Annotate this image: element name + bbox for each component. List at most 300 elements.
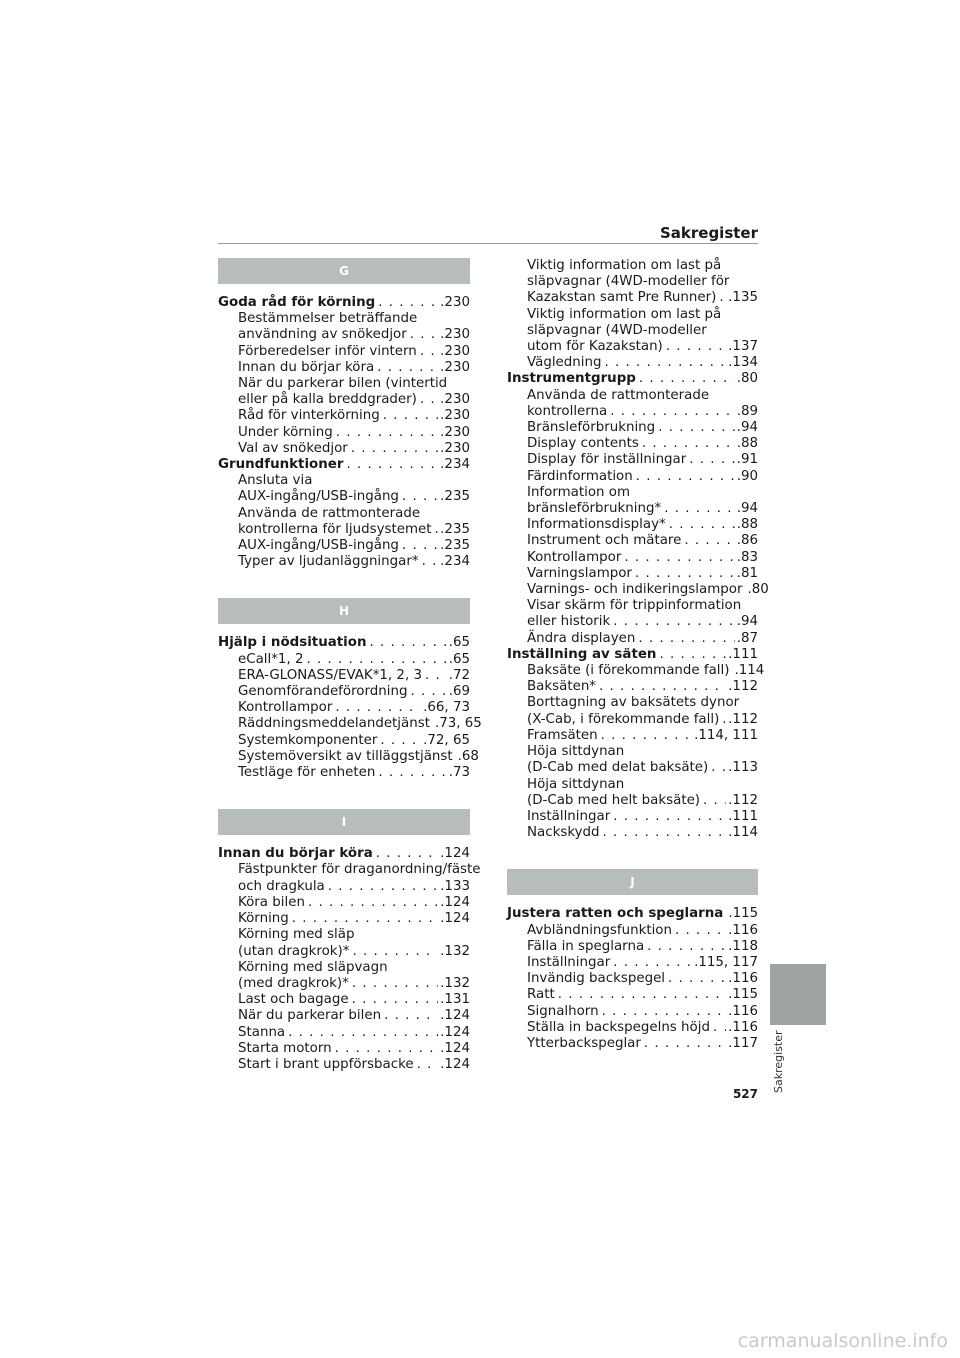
dot-leader <box>644 939 726 955</box>
index-sub-entry <box>507 1036 758 1052</box>
entry-text: När du parkerar bilen <box>238 1008 382 1024</box>
dot-leader <box>377 733 421 749</box>
page-reference: .87 <box>736 630 758 646</box>
entry-text: släpvagnar (4WD-modeller <box>527 322 707 338</box>
page-reference: .124 <box>440 1040 470 1056</box>
dot-leader <box>332 1041 439 1057</box>
entry-text: (D-Cab med helt baksäte) <box>527 792 701 808</box>
index-sub-entry <box>218 408 470 424</box>
entry-text: Systemkomponenter <box>238 732 378 748</box>
page-reference: .230 <box>440 440 470 456</box>
index-sub-entry <box>218 473 470 489</box>
index-sub-entry <box>507 550 758 566</box>
page-reference: .131 <box>440 992 470 1008</box>
dot-leader <box>399 538 438 554</box>
entry-text: Baksäten* <box>527 679 596 695</box>
entry-text: Bränsleförbrukning <box>527 420 656 436</box>
index-sub-entry <box>507 955 758 971</box>
entry-text: Ratt <box>527 987 555 1003</box>
dot-leader <box>381 1008 438 1024</box>
side-section-label <box>772 1031 792 1101</box>
index-sub-entry <box>218 1025 470 1041</box>
index-sub-entry <box>507 258 758 274</box>
entry-text: Display för inställningar <box>527 452 687 468</box>
dot-leader <box>601 355 726 371</box>
index-sub-entry <box>507 695 758 711</box>
index-sub-entry <box>218 684 470 700</box>
index-main-entry <box>507 906 758 922</box>
entry-text: Fästpunkter för draganordning/fäste <box>238 862 481 878</box>
dot-leader <box>719 712 726 728</box>
entry-text: Borttagning av baksätets dynor <box>527 695 740 711</box>
dot-leader <box>700 793 726 809</box>
dot-leader <box>305 895 438 911</box>
index-sub-entry <box>507 582 769 598</box>
page-reference: .88 <box>736 436 758 452</box>
page-reference: .88 <box>736 517 758 533</box>
entry-text: utom för Kazakstan) <box>527 339 663 355</box>
entry-text: Ytterbackspeglar <box>527 1035 641 1051</box>
dot-leader <box>610 955 692 971</box>
page-reference: .72, 65 <box>423 732 470 748</box>
index-sub-entry <box>218 538 470 554</box>
index-sub-entry <box>507 923 758 939</box>
page-reference: .80 <box>747 582 769 598</box>
dot-leader <box>639 436 735 452</box>
index-sub-entry <box>218 960 470 976</box>
page-reference: .73 <box>448 765 470 781</box>
page-reference: .234 <box>440 554 470 570</box>
dot-leader <box>599 1004 727 1020</box>
index-sub-entry <box>507 809 758 825</box>
index-sub-entry <box>218 992 470 1008</box>
dot-leader <box>710 1020 726 1036</box>
entry-text: Inställningar <box>527 808 611 824</box>
dot-leader <box>343 457 438 473</box>
page-reference: .65 <box>448 635 470 651</box>
dot-leader <box>672 923 726 939</box>
entry-text: Grundfunktioner <box>218 457 344 473</box>
page-reference: .234 <box>440 457 470 473</box>
entry-text: Typer av ljudanläggningar* <box>238 554 419 570</box>
page-reference: .230 <box>440 424 470 440</box>
dot-leader <box>635 631 734 647</box>
page-reference: .132 <box>440 943 470 959</box>
index-sub-entry <box>507 420 758 436</box>
index-sub-entry <box>218 311 470 327</box>
entry-text: När du parkerar bilen (vintertid <box>238 376 448 392</box>
entry-text: Höja sittdynan <box>527 776 625 792</box>
dot-leader <box>407 684 446 700</box>
dot-leader <box>399 489 438 505</box>
index-sub-entry <box>507 679 758 695</box>
entry-text: Innan du börjar köra <box>218 846 373 862</box>
page-reference: .115 <box>728 906 759 922</box>
entry-text: Val av snökedjor <box>238 440 348 456</box>
dot-leader <box>708 760 726 776</box>
dot-leader <box>419 554 439 570</box>
page-reference: .115 <box>728 987 758 1003</box>
dot-leader <box>414 1057 439 1073</box>
page-reference: .68 <box>457 748 479 764</box>
index-sub-entry <box>218 700 470 716</box>
page-reference: .230 <box>440 343 470 359</box>
dot-leader <box>610 809 726 825</box>
index-sub-entry <box>507 274 758 290</box>
index-sub-entry <box>507 631 758 647</box>
entry-text: Invändig backspegel <box>527 971 666 987</box>
dot-leader <box>375 765 446 781</box>
dot-leader <box>600 825 727 841</box>
entry-text: Stanna <box>238 1024 286 1040</box>
index-sub-entry <box>507 566 758 582</box>
page-reference: .91 <box>736 452 758 468</box>
index-sub-entry <box>507 1020 758 1036</box>
entry-text: Ställa in backspegelns höjd <box>527 1019 710 1035</box>
dot-leader <box>417 344 438 360</box>
dot-leader <box>375 295 438 311</box>
page-reference: .117 <box>728 1035 758 1051</box>
index-sub-entry <box>507 339 758 355</box>
dot-leader <box>636 371 735 387</box>
dot-leader <box>610 614 734 630</box>
index-sub-entry <box>507 388 758 404</box>
entry-text: Inställningar <box>527 954 611 970</box>
entry-text: Förberedelser inför vintern <box>238 343 417 359</box>
entry-text: Ansluta via <box>238 473 313 489</box>
dot-leader <box>632 566 735 582</box>
index-column-left <box>218 258 482 1073</box>
index-main-entry <box>218 295 470 311</box>
section-spacer <box>218 781 470 809</box>
index-sub-entry <box>507 323 758 339</box>
index-sub-entry <box>507 728 758 744</box>
index-sub-entry <box>507 663 765 679</box>
index-sub-entry <box>507 517 758 533</box>
entry-text: Kontrollampor <box>238 700 333 716</box>
page-reference: .114 <box>728 825 758 841</box>
dot-leader <box>417 392 438 408</box>
page-reference: .116 <box>728 1003 758 1019</box>
dot-leader <box>656 647 726 663</box>
entry-text: Kontrollampor <box>527 549 622 565</box>
letter-band-g: G <box>218 258 470 284</box>
dot-leader <box>367 635 447 651</box>
entry-text: och dragkula <box>238 878 325 894</box>
index-sub-entry <box>218 376 470 392</box>
page-reference: .134 <box>728 355 758 371</box>
page-reference: .112 <box>728 679 758 695</box>
index-sub-entry <box>218 441 470 457</box>
index-sub-entry <box>218 733 470 749</box>
page-reference: .116 <box>728 971 758 987</box>
entry-text: (D-Cab med delat baksäte) <box>527 760 709 776</box>
page-reference: .124 <box>440 846 470 862</box>
entry-text: Start i brant uppförsbacke <box>238 1056 414 1072</box>
dot-leader <box>432 522 439 538</box>
entry-text: Nackskydd <box>527 825 600 841</box>
entry-text: eCall*1, 2 <box>238 651 304 667</box>
entry-text: Fälla in speglarna <box>527 938 645 954</box>
index-sub-entry <box>218 668 470 684</box>
entry-text: (X-Cab, i förekommande fall) <box>527 711 720 727</box>
entry-text: AUX-ingång/USB-ingång <box>238 538 399 554</box>
letter-band-h: H <box>218 598 470 624</box>
entry-text: Vägledning <box>527 355 602 371</box>
entry-text: Färdinformation <box>527 468 633 484</box>
watermark: carmanualsonline.info <box>737 1330 948 1352</box>
page-number: 527 <box>732 1087 758 1101</box>
entry-text: Använda de rattmonterade <box>527 387 710 403</box>
dot-leader <box>407 327 438 343</box>
entry-text: eller historik <box>527 614 611 630</box>
index-sub-entry <box>218 652 470 668</box>
index-main-entry <box>218 457 470 473</box>
page-reference: .111 <box>728 808 758 824</box>
page-reference: .118 <box>728 938 758 954</box>
page-reference: .115, 117 <box>694 954 758 970</box>
side-section-label-text: Sakregister <box>772 1030 785 1093</box>
entry-text: Instrumentgrupp <box>507 371 636 387</box>
page-reference: .230 <box>440 295 470 310</box>
index-sub-entry <box>507 436 758 452</box>
page-reference: .135 <box>728 290 758 306</box>
dot-leader <box>349 992 439 1008</box>
entry-text: kontrollerna <box>527 403 608 419</box>
index-sub-entry <box>218 489 470 505</box>
entry-text: släpvagnar (4WD-modeller för <box>527 274 730 290</box>
index-sub-entry <box>507 533 758 549</box>
page-reference: .80 <box>736 371 758 387</box>
index-sub-entry <box>218 554 470 570</box>
entry-text: Körning med släp <box>238 927 355 943</box>
page-reference: .235 <box>440 521 470 537</box>
index-sub-entry <box>507 307 758 323</box>
entry-text: Varnings- och indikeringslampor <box>527 582 743 598</box>
page-reference: .114, 111 <box>694 727 758 743</box>
entry-text: Hjälp i nödsituation <box>218 635 367 651</box>
index-sub-entry <box>218 1057 470 1073</box>
dot-leader <box>661 501 735 517</box>
header-divider <box>218 243 758 244</box>
dot-leader <box>349 944 438 960</box>
page-reference: .235 <box>440 489 470 505</box>
entry-text: Goda råd för körning <box>218 295 376 310</box>
dot-leader <box>289 911 438 927</box>
index-sub-entry <box>218 895 470 911</box>
index-sub-entry <box>218 748 479 765</box>
entry-text: Genomförandeförordning <box>238 684 408 700</box>
dot-leader <box>555 987 726 1003</box>
page-reference: .230 <box>440 408 470 424</box>
index-sub-entry <box>507 825 758 841</box>
dot-leader <box>348 441 438 457</box>
dot-leader <box>665 971 726 987</box>
page-reference: .132 <box>440 975 470 991</box>
dot-leader <box>641 1036 726 1052</box>
page-reference: .90 <box>736 468 758 484</box>
index-sub-entry <box>507 1004 758 1020</box>
dot-leader <box>374 360 438 376</box>
dot-leader <box>325 879 438 895</box>
entry-text: Viktig information om last på <box>527 258 722 273</box>
entry-text: Informationsdisplay* <box>527 517 666 533</box>
index-main-entry <box>218 635 470 651</box>
entry-text: Innan du börjar köra <box>238 359 375 375</box>
index-sub-entry <box>507 452 758 468</box>
entry-text: Last och bagage <box>238 992 349 1008</box>
index-sub-entry <box>218 879 470 895</box>
entry-text: (med dragkrok)* <box>238 975 349 991</box>
dot-leader <box>598 728 692 744</box>
page-reference: .230 <box>440 392 470 408</box>
index-sub-entry <box>218 327 470 343</box>
page-reference: .65 <box>448 651 470 667</box>
entry-text: AUX-ingång/USB-ingång <box>238 489 399 505</box>
page-reference: .81 <box>736 565 758 581</box>
dot-leader <box>285 1025 438 1041</box>
page-reference: .124 <box>440 894 470 910</box>
dot-leader <box>332 700 421 716</box>
letter-band-i: I <box>218 809 470 835</box>
dot-leader <box>373 846 438 862</box>
dot-leader <box>596 679 726 695</box>
index-sub-entry <box>507 971 758 987</box>
entry-text: Viktig information om last på <box>527 306 722 322</box>
page-reference: .124 <box>440 1024 470 1040</box>
index-main-entry <box>507 371 758 387</box>
index-sub-entry <box>218 425 470 441</box>
index-main-entry <box>507 647 758 663</box>
page-reference: .112 <box>728 792 758 808</box>
page-reference: .73, 65 <box>434 716 482 732</box>
index-sub-entry <box>218 716 482 732</box>
entry-text: Avbländningsfunktion <box>527 922 672 938</box>
entry-text: Kazakstan samt Pre Runner) <box>527 290 717 306</box>
entry-text: Räddningsmeddelandetjänst <box>238 716 430 732</box>
entry-text: Justera ratten och speglarna <box>507 906 724 922</box>
section-thumb-tab <box>770 964 826 1025</box>
dot-leader <box>663 339 726 355</box>
dot-leader <box>607 404 734 420</box>
page-header-title: Sakregister <box>659 224 758 242</box>
entry-text: Baksäte (i förekommande fall) <box>527 663 730 679</box>
entry-text: Instrument och mätare <box>527 533 682 549</box>
index-sub-entry <box>507 939 758 955</box>
entry-text: Använda de rattmonterade <box>238 505 421 521</box>
page-reference: .124 <box>440 1056 470 1072</box>
index-sub-entry <box>507 469 758 485</box>
entry-text: Display contents <box>527 436 639 452</box>
index-sub-entry <box>507 355 758 371</box>
index-sub-entry <box>218 1041 470 1057</box>
page-reference: .86 <box>736 533 758 549</box>
page-reference: .69 <box>448 684 470 700</box>
page-reference: .83 <box>736 549 758 565</box>
page-reference: .235 <box>440 538 470 554</box>
dot-leader <box>380 408 438 424</box>
dot-leader <box>333 425 438 441</box>
entry-text: Starta motorn <box>238 1040 332 1056</box>
page-reference: .111 <box>728 646 758 662</box>
index-sub-entry <box>507 987 758 1003</box>
index-sub-entry <box>218 927 470 943</box>
letter-band-j: J <box>507 869 758 895</box>
section-spacer <box>507 841 758 869</box>
index-sub-entry <box>218 911 470 927</box>
index-sub-entry <box>218 506 470 522</box>
dot-leader <box>681 533 734 549</box>
page-reference: .124 <box>440 911 470 927</box>
page-reference: .133 <box>440 878 470 894</box>
dot-leader <box>422 668 447 684</box>
page-reference: .72 <box>448 667 470 683</box>
entry-text: Bestämmelser beträffande <box>238 311 418 327</box>
entry-text: Framsäten <box>527 727 598 743</box>
entry-text: Körning <box>238 911 289 927</box>
entry-text: Höja sittdynan <box>527 744 625 760</box>
entry-text: användning av snökedjor <box>238 327 407 343</box>
entry-text: Varningslampor <box>527 565 632 581</box>
page-reference: .230 <box>440 359 470 375</box>
index-sub-entry <box>507 501 758 517</box>
dot-leader <box>686 452 734 468</box>
entry-text: Testläge för enheten <box>238 765 376 781</box>
entry-text: Råd för vinterkörning <box>238 408 380 424</box>
page-reference: .116 <box>728 1019 758 1035</box>
page-reference: .114 <box>734 663 765 679</box>
entry-text: Under körning <box>238 424 333 440</box>
dot-leader <box>655 420 735 436</box>
entry-text: Information om <box>527 484 631 500</box>
index-main-entry <box>218 846 470 862</box>
page-reference: .94 <box>736 614 758 630</box>
entry-text: (utan dragkrok)* <box>238 943 350 959</box>
entry-text: ERA-GLONASS/EVAK*1, 2, 3 <box>238 667 422 683</box>
entry-text: Visar skärm för trippinformation <box>527 598 742 614</box>
index-sub-entry <box>507 404 758 420</box>
entry-text: eller på kalla breddgrader) <box>238 392 417 408</box>
dot-leader <box>349 976 438 992</box>
index-sub-entry <box>218 765 470 781</box>
page-reference: .113 <box>728 760 758 776</box>
entry-text: Inställning av säten <box>507 646 657 662</box>
entry-text: Köra bilen <box>238 894 305 910</box>
index-sub-entry <box>218 360 470 376</box>
entry-text: Systemöversikt av tilläggstjänst <box>238 748 453 764</box>
dot-leader <box>633 469 735 485</box>
index-sub-entry <box>507 777 758 793</box>
entry-text: Ändra displayen <box>527 630 636 646</box>
dot-leader <box>621 550 734 566</box>
page-reference: .94 <box>736 501 758 517</box>
index-sub-entry <box>218 862 481 878</box>
index-sub-entry <box>218 522 470 538</box>
index-sub-entry <box>507 760 758 776</box>
page-reference: .137 <box>728 339 758 355</box>
index-sub-entry <box>507 793 758 809</box>
page-reference: .116 <box>728 922 758 938</box>
dot-leader <box>666 517 735 533</box>
page-reference: .230 <box>440 327 470 343</box>
index-sub-entry <box>507 290 758 306</box>
index-sub-entry <box>507 485 758 501</box>
index-sub-entry <box>507 598 758 614</box>
index-sub-entry <box>218 344 470 360</box>
index-sub-entry <box>507 744 758 760</box>
index-sub-entry <box>507 614 758 630</box>
page-reference: .66, 73 <box>423 700 470 716</box>
